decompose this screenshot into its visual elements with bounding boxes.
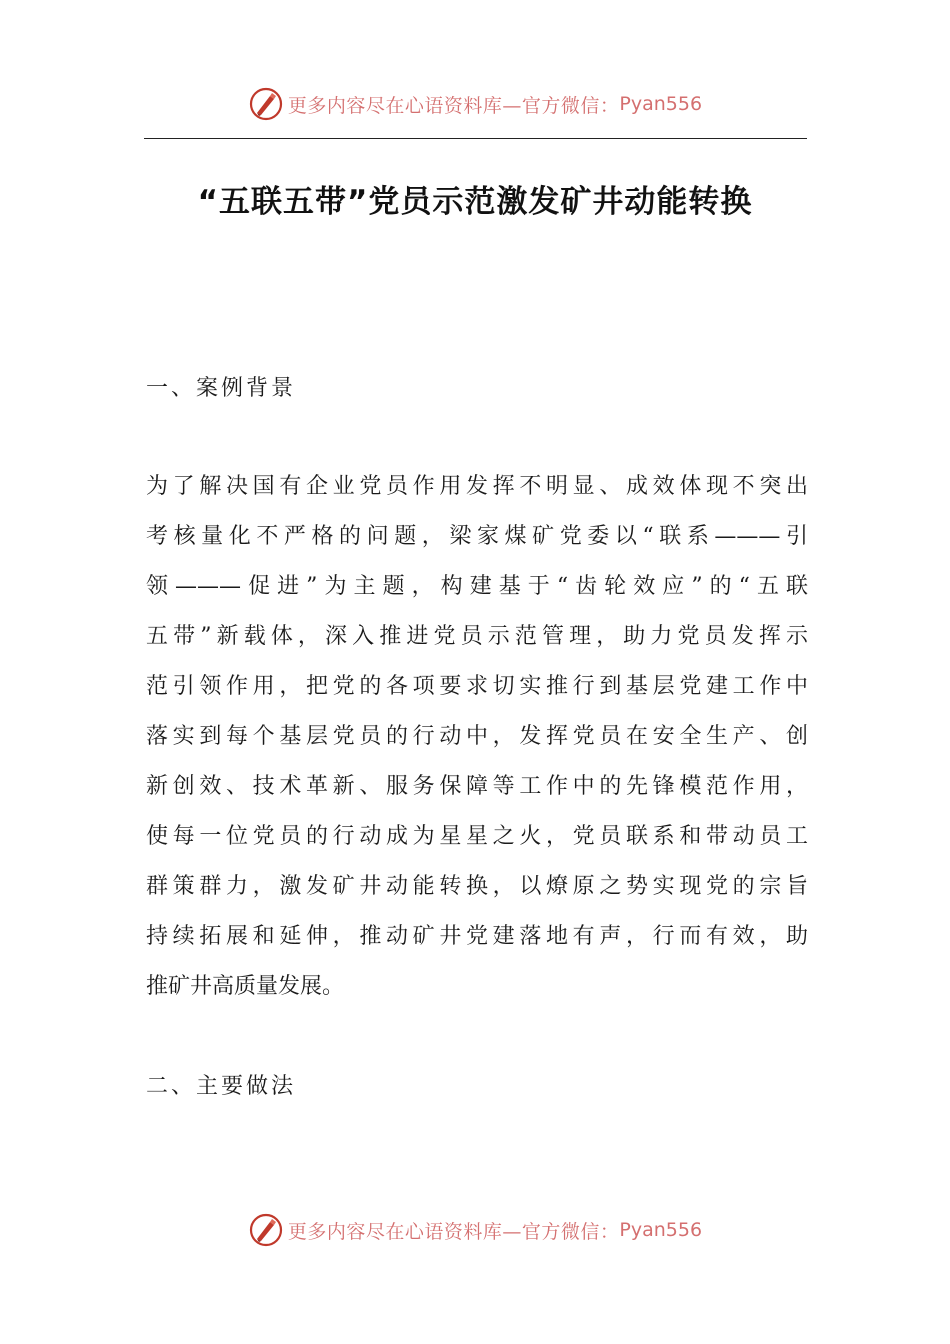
pen-in-circle-icon [248,1212,284,1248]
paragraph-line: 持续拓展和延伸，推动矿井党建落地有声，行而有效，助 [146,924,808,949]
paragraph-line: 领———促进”为主题，构建基于“齿轮效应”的“五联 [146,574,808,599]
footer-banner [0,1210,950,1250]
document-title: “五联五带”党员示范激发矿井动能转换 [197,184,753,220]
header-banner-text: 更多内容尽在心语资料库—官方微信： [287,94,620,117]
paragraph-line: 范引领作用，把党的各项要求切实推行到基层党建工作中 [146,674,808,699]
paragraph-line: 五带”新载体，深入推进党员示范管理，助力党员发挥示 [146,624,808,649]
section-1-paragraph [146,469,808,1019]
paragraph-line: 推矿井高质量发展。 [146,974,345,999]
paragraph-line: 使每一位党员的行动成为星星之火，党员联系和带动员工 [146,824,808,849]
paragraph-line: 为了解决国有企业党员作用发挥不明显、成效体现不突出 [146,474,808,499]
paragraph-line: 群策群力，激发矿井动能转换，以燎原之势实现党的宗旨 [146,874,808,899]
paragraph-line: 落实到每个基层党员的行动中，发挥党员在安全生产、创 [146,724,808,749]
pen-in-circle-icon [248,86,284,122]
header-divider [144,138,807,139]
footer-contact-id: Pyan556 [619,1219,703,1241]
header-banner [0,84,950,124]
section-heading-practices: 二、主要做法 [146,1074,297,1099]
header-contact-id: Pyan556 [619,93,703,115]
section-heading-background: 一、案例背景 [146,376,297,401]
footer-banner-text: 更多内容尽在心语资料库—官方微信： [287,1220,620,1243]
paragraph-line: 考核量化不严格的问题，梁家煤矿党委以“联系———引 [146,524,808,549]
paragraph-line: 新创效、技术革新、服务保障等工作中的先锋模范作用， [146,774,808,799]
